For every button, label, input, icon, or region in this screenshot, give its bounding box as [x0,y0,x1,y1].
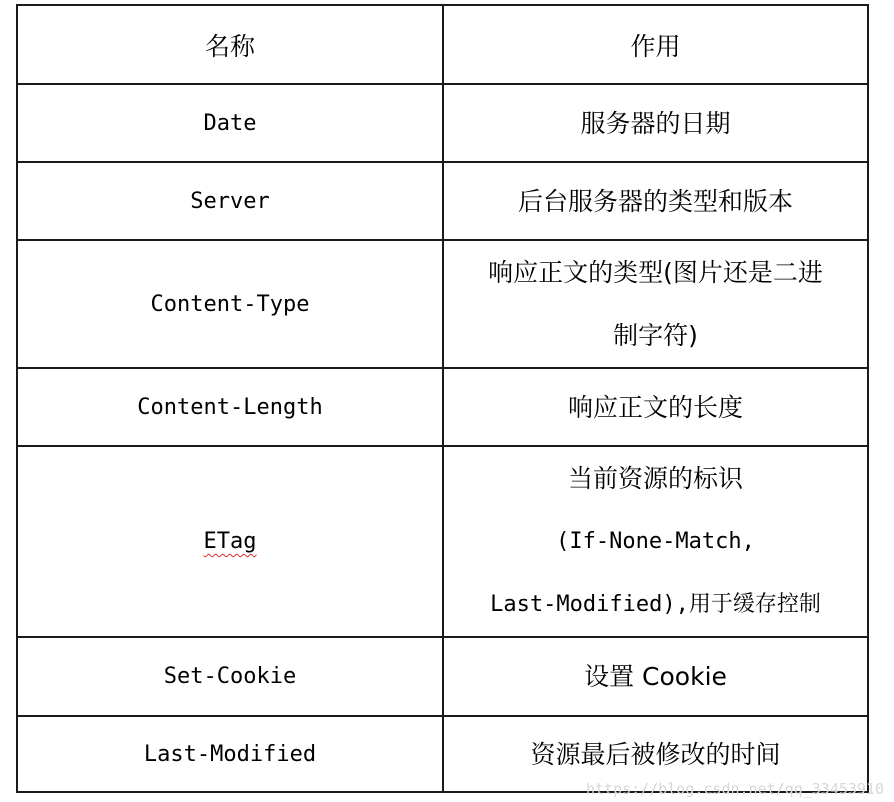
row-desc [443,240,868,368]
desc-line: 响应正文的长度 [567,392,743,422]
desc-line: 制字符) [613,321,698,350]
table-row [17,240,868,368]
table-row [17,84,868,162]
table-row [17,368,868,446]
desc-line: (If-None-Match, [556,529,755,554]
desc-line: 服务器的日期 [580,108,731,138]
desc-line: 设置 Cookie [584,662,727,691]
http-headers-table [16,4,869,793]
table-row [17,446,868,637]
desc-line: 资源最后被修改的时间 [530,739,781,769]
row-desc [443,368,868,446]
row-name: Date [17,84,443,162]
row-name: Server [17,162,443,240]
table-row [17,162,868,240]
desc-line: 当前资源的标识 [567,464,743,493]
desc-line: 后台服务器的类型和版本 [517,186,793,216]
header-role: 作用 [443,5,868,84]
row-name: Content-Length [17,368,443,446]
row-desc [443,84,868,162]
http-headers-table-container [16,4,867,793]
row-name: Last-Modified [17,716,443,792]
table-row [17,637,868,716]
watermark-text: https://blog.csdn.net/qq_33453910 [585,780,884,798]
header-name: 名称 [17,5,443,84]
table-header-row [17,5,868,84]
row-name: Content-Type [17,240,443,368]
row-desc [443,162,868,240]
spellcheck-underlined-name: ETag [203,529,257,554]
desc-line: Last-Modified),用于缓存控制 [490,592,821,617]
row-name: Set-Cookie [17,637,443,716]
desc-line: 响应正文的类型(图片还是二进 [488,258,823,287]
row-desc [443,637,868,716]
row-desc [443,446,868,637]
row-name [17,446,443,637]
